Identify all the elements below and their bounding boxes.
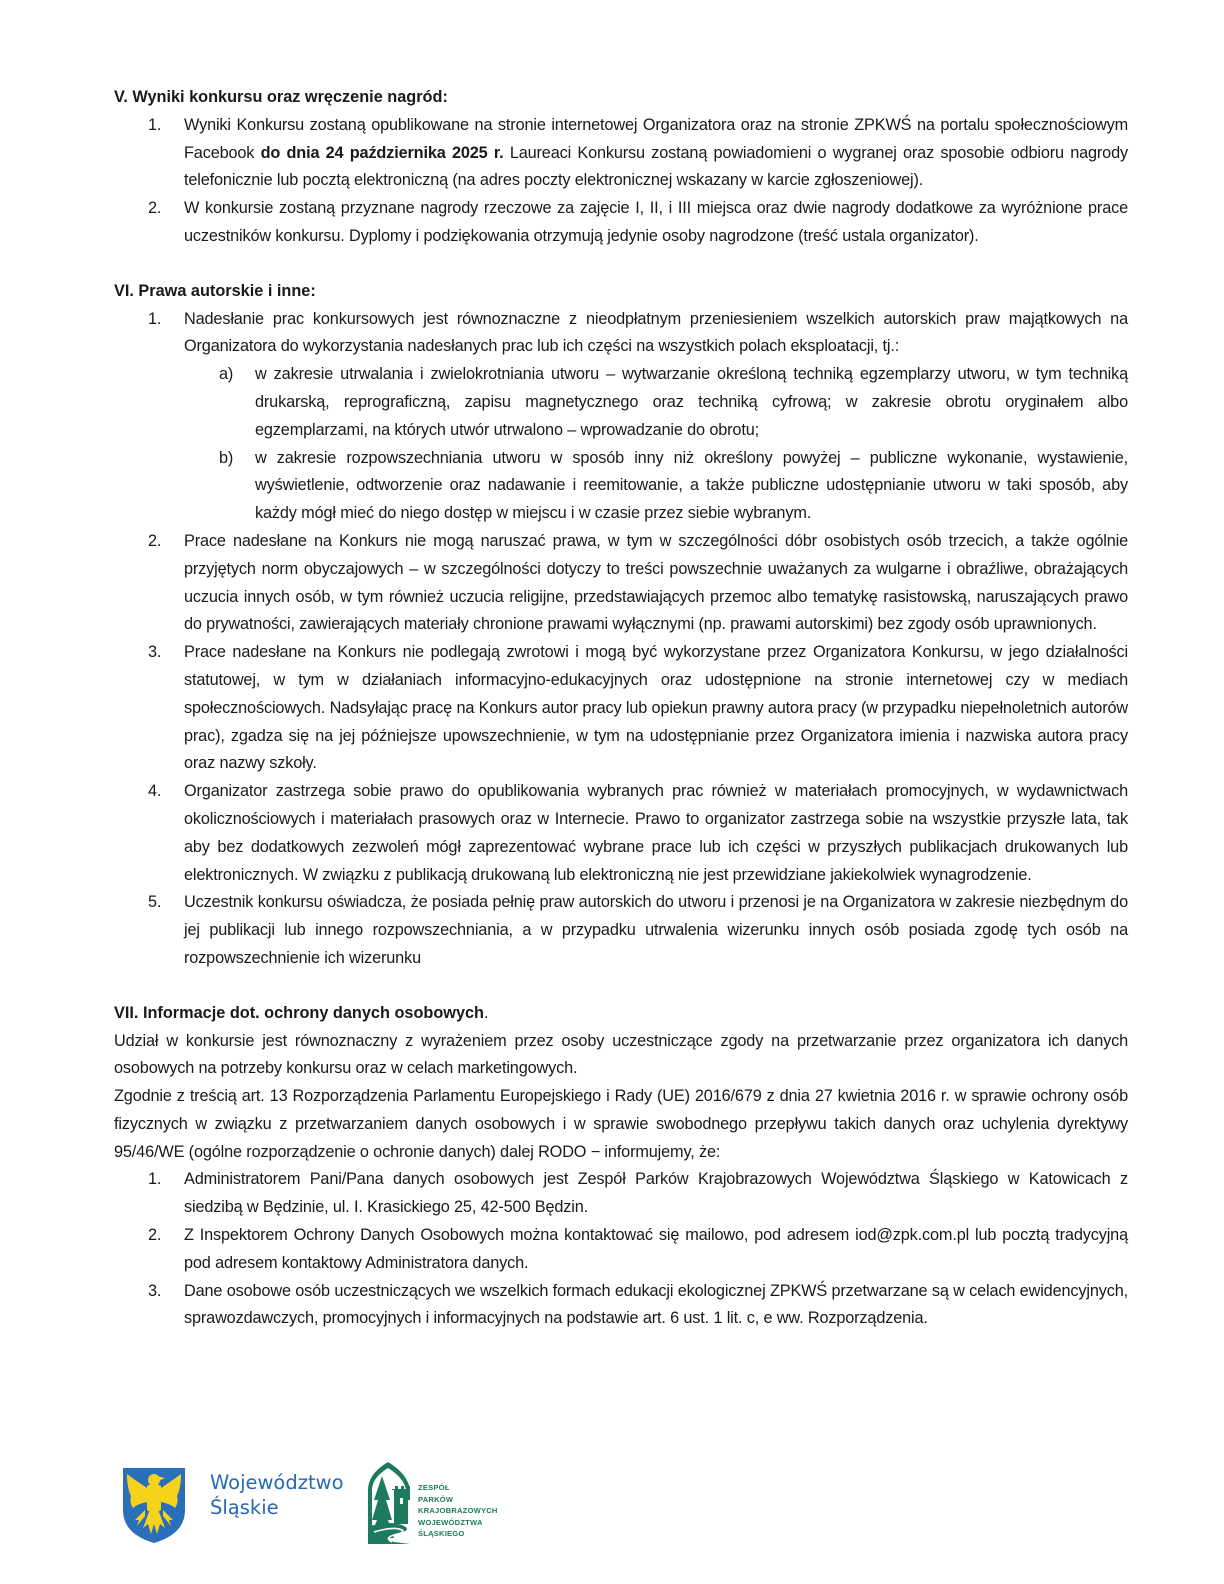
list-item [114,1222,1128,1278]
item-text: Z Inspektorem Ochrony Danych Osobowych można kontaktować się mailowo, pod adresem [184,1226,856,1245]
item-text: Organizator zastrzega sobie prawo do opublikowania wybranych prac również w materiałach promocyjnych, w wydawnictwach okolicznościowych i materiałach prasowych oraz w Internecie. Prawo to organizator zastrzega sobie na wszystkie przyszłe lata, tak aby bez dodatkowych zezwoleń mógł zaprezentować wybrane prace lub ich części w przyszłych publikacjach drukowanych lub elektronicznych. W związku z publikacją drukowaną lub elektroniczną nie jest przewidziane jakiekolwiek wynagrodzenie. [184,782,1128,884]
list-item [114,778,1128,889]
footer-logos [118,1466,538,1566]
list-item [114,1166,1128,1222]
item-text: Dane osobowe osób uczestniczących we wszelkich formach edukacji ekologicznej ZPKWŚ przetwarzane są w celach ewidencyjnych, sprawozdawczych, promocyjnych i informacyjnych na podstawie art. 6 ust. 1 lit. c, e ww. Rozporządzenia. [184,1281,1128,1328]
section-copyright [114,278,1128,973]
document-page [114,84,1128,1360]
wordmark-line: ZESPÓŁ [418,1483,450,1492]
heading-period: . [484,1003,489,1022]
section-results [114,84,1128,251]
list-number: 2. [148,1226,162,1245]
wordmark-line: WOJEWÓDZTWA [418,1517,483,1527]
list-letter: a) [219,365,234,384]
list-item [114,1278,1128,1334]
list-number: 5. [148,893,162,912]
list-item [114,306,1128,528]
numbered-list [114,1166,1128,1333]
list-letter: b) [219,448,234,467]
wojewodztwo-slaskie-wordmark [210,1470,344,1520]
lettered-list [184,361,1128,528]
wordmark-line: KRAJOBRAZOWYCH [418,1506,498,1515]
list-number: 2. [148,531,162,550]
item-text-cont: lub pocztą tradycyjną pod adresem kontaktowy Administratora danych. [184,1226,1128,1272]
paragraph: Zgodnie z treścią art. 13 Rozporządzenia Parlamentu Europejskiego i Rady (UE) 2016/679 z dnia 27 kwietnia 2016 r. w sprawie ochrony osób fizycznych w związku z przetwarzaniem danych osobowych i w sprawie swobodnego przepływu takich danych oraz uchylenia dyrektywy 95/46/WE (ogólne rozporządzenie o ochronie danych) dalej RODO − informujemy, że: [114,1087,1128,1161]
list-number: 1. [148,309,162,328]
list-item [114,112,1128,195]
list-number: 2. [148,199,162,218]
item-text: Administratorem Pani/Pana danych osobowych jest Zespół Parków Krajobrazowych Województwa Śląskiego w Katowicach z siedzibą w Będzinie, ul. I. Krasickiego 25, 42-500 Będzin. [184,1170,1128,1217]
heading-text: VII. Informacje dot. ochrony danych osobowych [114,1003,485,1022]
item-text: Prace nadesłane na Konkurs nie mogą naruszać prawa, w tym w szczególności dóbr osobistych osób trzecich, a także ogólnie przyjętych norm obyczajowych – w szczególności dotyczy to treści powszechnie uważanych za wulgarne i obraźliwe, obrażających uczucia innych osób, w tym również uczucia religijne, przedstawiających przemoc albo tematykę rasistowską, naruszających prawo do prywatności, zawierających materiały chronione prawami wyłącznymi (np. prawami autorskimi) bez zgody osób uprawnionych. [184,531,1128,634]
item-text-cont: Laureaci Konkursu zostaną powiadomieni o wygranej oraz sposobie odbioru nagrody telefonicznie lub pocztą elektroniczną (na adres poczty elektronicznej wskazany w karcie zgłoszeniowej). [184,143,1128,190]
list-item [114,639,1128,778]
section-heading: VI. Prawa autorskie i inne: [114,281,316,300]
sub-list-item [114,361,1128,444]
list-number: 4. [148,782,162,801]
zpk-wordmark [418,1482,498,1540]
item-text: Nadesłanie prac konkursowych jest równoznaczne z nieodpłatnym przeniesieniem wszelkich autorskich praw majątkowych na Organizatora do wykorzystania nadesłanych prac lub ich części na wszystkich polach eksploatacji, tj.: [184,309,1128,356]
wordmark-line: ŚLĄSKIEGO [418,1529,465,1538]
wordmark-line: Śląskie [210,1496,279,1519]
sub-item-text: w zakresie rozpowszechniania utworu w sposób inny niż określony powyżej – publiczne wykonanie, wystawienie, wyświetlenie, odtworzenie oraz nadawanie i reemitowanie, a także publiczne udostępnianie utworu w taki sposób, aby każdy mógł mieć do niego dostęp w miejscu i w czasie przez siebie wybranym. [255,448,1128,523]
section-heading: V. Wyniki konkursu oraz wręczenie nagród: [114,88,448,106]
paragraph: Udział w konkursie jest równoznaczny z wyrażeniem przez osoby uczestniczące zgody na przetwarzanie przez organizatora ich danych osobowych na potrzeby konkursu oraz w celach marketingowych. [114,1031,1128,1078]
item-text: Prace nadesłane na Konkurs nie podlegają zwrotowi i mogą być wykorzystane przez Organizatora Konkursu, w jego działalności statutowej, w tym w działaniach informacyjno-edukacyjnych oraz udostępnione na stronie internetowej czy w mediach społecznościowych. Nadsyłając pracę na Konkurs autor pracy lub opiekun prawny autora pracy (w przypadku niepełnoletnich autorów prac), zgadza się na jej późniejsze upowszechnienie, w tym na udostępnianie przez Organizatora imienia i nazwiska autora pracy oraz nazwy szkoły. [184,643,1128,773]
item-text: Wyniki Konkursu zostaną opublikowane na stronie internetowej Organizatora oraz na stronie ZPKWŚ na portalu społecznościowym Facebook [184,115,1128,162]
zpk-tower-tree-river-icon [364,1460,414,1546]
list-number: 3. [148,643,162,662]
deadline-date: do dnia 24 października 2025 r. [260,143,504,162]
numbered-list [114,112,1128,251]
sub-list-item [114,445,1128,528]
list-item [114,195,1128,251]
list-number: 3. [148,1281,162,1300]
numbered-list [114,306,1128,973]
sub-item-text: w zakresie utrwalania i zwielokrotniania utworu – wytwarzanie określoną techniką egzemplarzy utworu, w tym techniką drukarską, reprograficzną, zapisu magnetycznego oraz techniką cyfrową; w zakresie obrotu oryginałem albo egzemplarzami, na których utwór utrwalono – wprowadzanie do obrotu; [255,365,1128,439]
wordmark-line: Województwo [210,1471,344,1494]
list-item [114,889,1128,972]
section-heading [114,1000,1128,1028]
section-data-protection [114,1000,1128,1334]
list-item [114,528,1128,639]
item-text: Uczestnik konkursu oświadcza, że posiada pełnię praw autorskich do utworu i przenosi je na Organizatora w zakresie niezbędnym do jej publikacji lub innego rozpowszechniania, a w przypadku utrwalenia wizerunku innych osób posiada zgodę tych osób na rozpowszechnienie ich wizerunku [184,893,1128,967]
list-number: 1. [148,115,162,134]
silesian-eagle-crest-icon [121,1466,187,1544]
item-text: W konkursie zostaną przyznane nagrody rzeczowe za zajęcie I, II, i III miejsca oraz dwie nagrody dodatkowe za wyróżnione prace uczestników konkursu. Dyplomy i podziękowania otrzymują jedynie osoby nagrodzone (treść ustala organizator). [184,199,1128,245]
list-number: 1. [148,1170,162,1189]
email-address[interactable]: iod@zpk.com.pl [855,1226,970,1245]
wordmark-line: PARKÓW [418,1494,454,1504]
intro-paragraphs [114,1028,1128,1167]
